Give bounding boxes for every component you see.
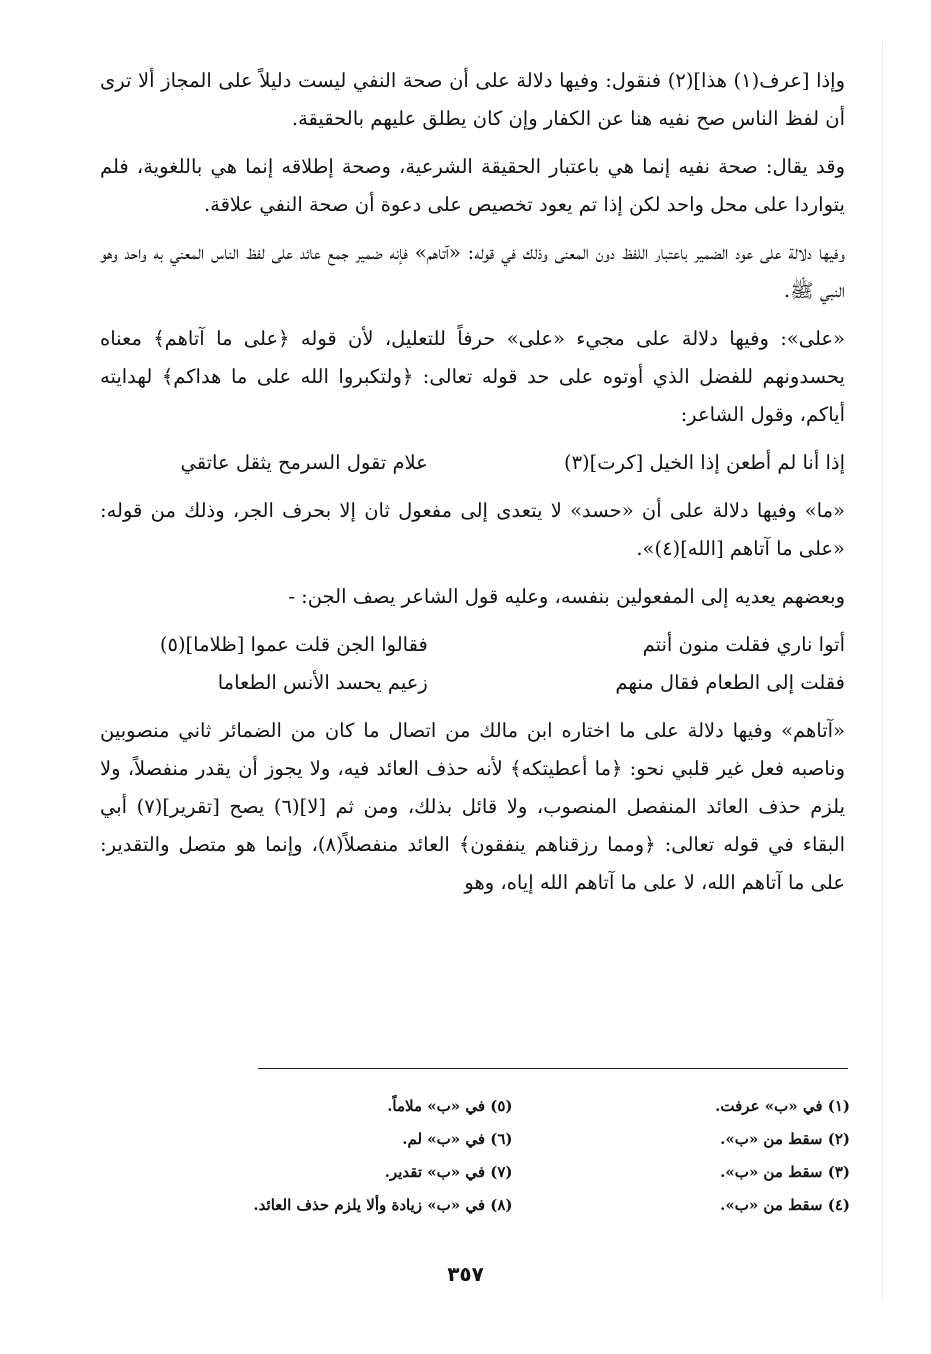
paragraph-ma: «ما» وفيها دلالة على أن «حسد» لا يتعدى إلى مفعول ثان إلا بحرف الجر، وذلك من قوله: «على ما آتاهم [الله](٤)». <box>100 499 845 560</box>
footnote: (٥) في «ب» ملاماً. <box>387 1097 513 1115</box>
page-number: ٣٥٧ <box>447 1262 484 1286</box>
footnote: (١) في «ب» عرفت. <box>715 1097 850 1115</box>
verse-line <box>100 664 845 702</box>
paragraph-4: «على»: وفيها دلالة على مجيء «على» حرفاً للتعليل، لأن قوله ﴿على ما آتاهم﴾ معناه يحسدونهم للفضل الذي أوتوه على حد قوله تعالى: ﴿ولتكبروا الله على ما هداكم﴾ لهدايته أياكم، وقول الشاعر: <box>100 327 845 426</box>
footnote: (٧) في «ب» تقدير. <box>384 1163 513 1181</box>
main-text <box>100 62 845 912</box>
footnote: (٨) في «ب» زيادة وألا يلزم حذف العائد. <box>253 1196 513 1214</box>
footnotes-right-column <box>513 1090 851 1222</box>
footnote: (٦) في «ب» لم. <box>402 1130 513 1148</box>
page-edge-line <box>882 40 883 1300</box>
verse-first-hemistich: أتوا ناري فقلت منون أنتم <box>642 633 845 656</box>
footnote-separator <box>258 1068 848 1069</box>
verse-block-2 <box>100 626 845 702</box>
verse-block-1 <box>100 444 845 482</box>
footnote: (٤) سقط من «ب». <box>720 1196 850 1214</box>
verse-second-hemistich: علام تقول السرمح يثقل عاتقي <box>180 451 428 474</box>
verse-second-hemistich: فقالوا الجن قلت عموا [ظلاما](٥) <box>159 633 428 656</box>
verse-second-hemistich: زعيم يحسد الأنس الطعاما <box>217 671 428 694</box>
verse-first-hemistich: إذا أنا لم أطعن إذا الخيل [كرت](٣) <box>563 451 845 474</box>
verse-line <box>100 626 845 664</box>
paragraph-1: وإذا [عرف(١) هذا](٢) فنقول: وفيها دلالة على أن صحة النفي ليست دليلاً على المجاز ألا ترى أن لفظ الناس صح نفيه هنا عن الكفار وإن كان يطلق عليهم بالحقيقة. <box>100 69 846 130</box>
verse-line <box>100 444 845 482</box>
verse-first-hemistich: فقلت إلى الطعام فقال منهم <box>615 671 845 694</box>
footnotes-left-column <box>175 1090 513 1222</box>
footnote: (٣) سقط من «ب». <box>720 1163 850 1181</box>
paragraph-last: «آتاهم» وفيها دلالة على ما اختاره ابن مالك من اتصال ما كان من الضمائر ثاني منصوبين وناصبه فعل غير قلبي نحو: ﴿ما أعطيتكه﴾ لأنه حذف العائد فيه، ولا يجوز أن يقدر منفصلاً، ولا يلزم حذف العائد المنفصل المنصوب، ولا قائل بذلك، ومن ثم [لا](٦) يصح [تقرير](٧) أبي البقاء في قوله تعالى: ﴿ومما رزقناهم ينفقون﴾ العائد منفصلاً(٨)، وإنما هو متصل والتقدير: على ما آتاهم الله، لا على ما آتاهم الله إياه، وهو <box>100 719 846 894</box>
footnotes <box>175 1090 850 1222</box>
paragraph-some: وبعضهم يعديه إلى المفعولين بنفسه، وعليه قول الشاعر يصف الجن: - <box>288 585 845 608</box>
paragraph-2: وقد يقال: صحة نفيه إنما هي باعتبار الحقيقة الشرعية، وصحة إطلاقه إنما هي باللغوية، فلم يتواردا على محل واحد لكن إذا تم يعود تخصيص على دعوة أن صحة النفي علاقة. <box>100 155 845 216</box>
paragraph-3: وفيها دلالة على عود الضمير باعتبار اللفظ دون المعنى وذلك في قوله: «آتاهم» فإنه ضمير جمع عائد على لفظ الناس المعني به واحد وهو النبي ﷺ. <box>100 241 845 302</box>
footnote: (٢) سقط من «ب». <box>720 1130 850 1148</box>
